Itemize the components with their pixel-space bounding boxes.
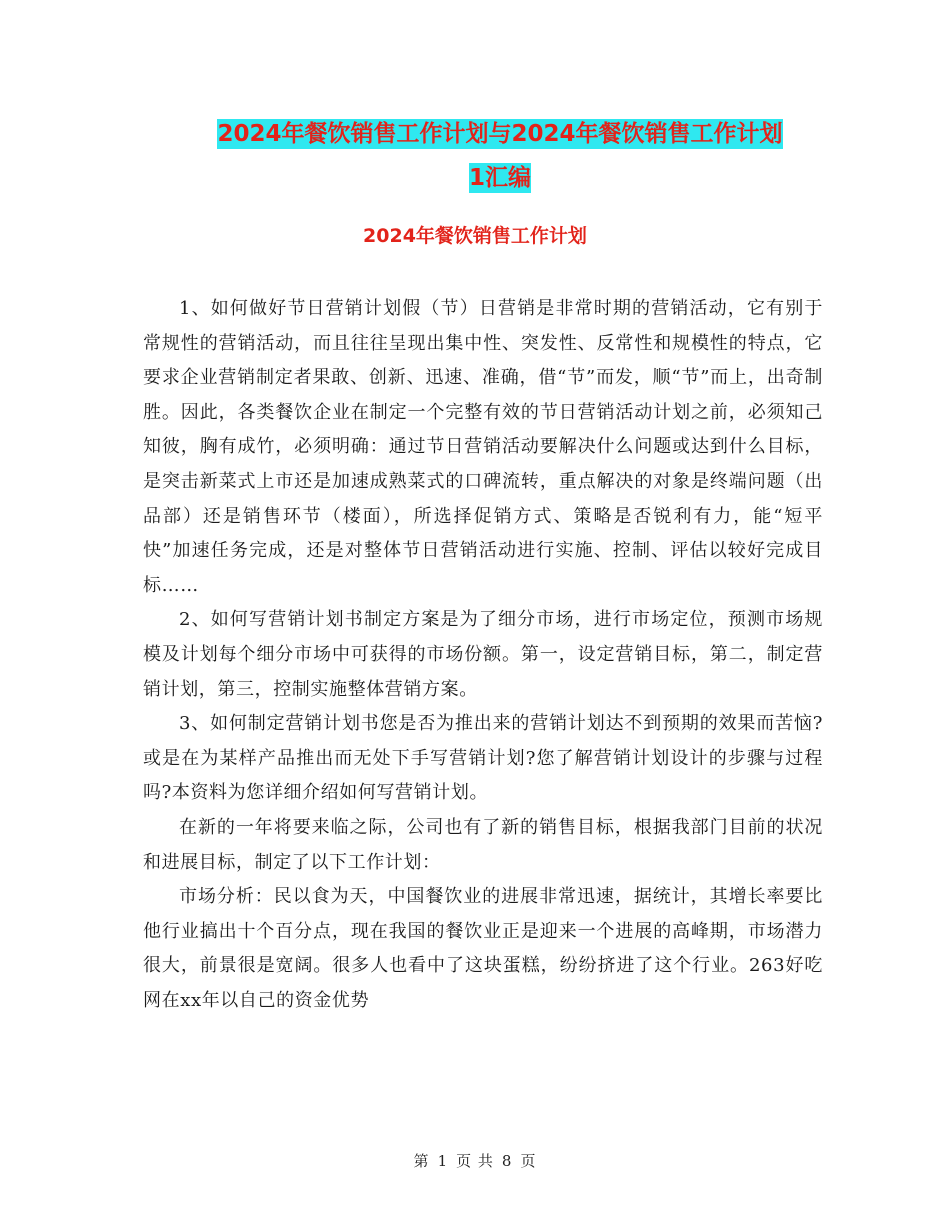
title-line-2: 1汇编 [468, 165, 531, 191]
paragraph-3: 3、如何制定营销计划书您是否为推出来的营销计划达不到预期的效果而苦恼?或是在为某样产品推出而无处下手写营销计划?您了解营销计划设计的步骤与过程吗?本资料为您详细介绍如何写营销计划。 [143, 713, 823, 804]
document-body [143, 292, 823, 1018]
title-line-1: 2024年餐饮销售工作计划与2024年餐饮销售工作计划 [217, 121, 783, 147]
footer-suffix: 页 [520, 1152, 537, 1170]
paragraph-5: 市场分析：民以食为天，中国餐饮业的进展非常迅速，据统计，其增长率要比他行业搞出十个百分点，现在我国的餐饮业正是迎来一个进展的高峰期，市场潜力很大，前景很是宽阔。很多人也看中了这块蛋糕，纷纷挤进了这个行业。263好吃网在xx年以自己的资金优势 [143, 886, 823, 1011]
section-title: 2024年餐饮销售工作计划 [363, 225, 587, 247]
paragraph-4: 在新的一年将要来临之际，公司也有了新的销售目标，根据我部门目前的状况和进展目标，制定了以下工作计划： [143, 816, 823, 873]
document-title [140, 112, 860, 200]
footer-prefix: 第 [413, 1152, 430, 1170]
page-number-current: 1 [437, 1152, 449, 1170]
paragraph-1: 1、如何做好节日营销计划假（节）日营销是非常时期的营销活动，它有别于常规性的营销活动，而且往往呈现出集中性、突发性、反常性和规模性的特点，它要求企业营销制定者果敢、创新、迅速、准确，借“节”而发，顺“节”而上，出奇制胜。因此，各类餐饮企业在制定一个完整有效的节日营销活动计划之前，必须知己知彼，胸有成竹，必须明确：通过节日营销活动要解决什么问题或达到什么目标，是突击新菜式上市还是加速成熟菜式的口碑流转，重点解决的对象是终端问题（出品部）还是销售环节（楼面），所选择促销方式、策略是否锐利有力，能“短平快”加速任务完成，还是对整体节日营销活动进行实施、控制、评估以较好完成目标…… [143, 298, 823, 596]
page-footer [0, 1150, 950, 1171]
footer-mid: 页 共 [456, 1152, 494, 1170]
paragraph-2: 2、如何写营销计划书制定方案是为了细分市场，进行市场定位，预测市场规模及计划每个细分市场中可获得的市场份额。第一，设定营销目标，第二，制定营销计划，第三，控制实施整体营销方案。 [143, 609, 823, 700]
page-number-total: 8 [501, 1152, 513, 1170]
